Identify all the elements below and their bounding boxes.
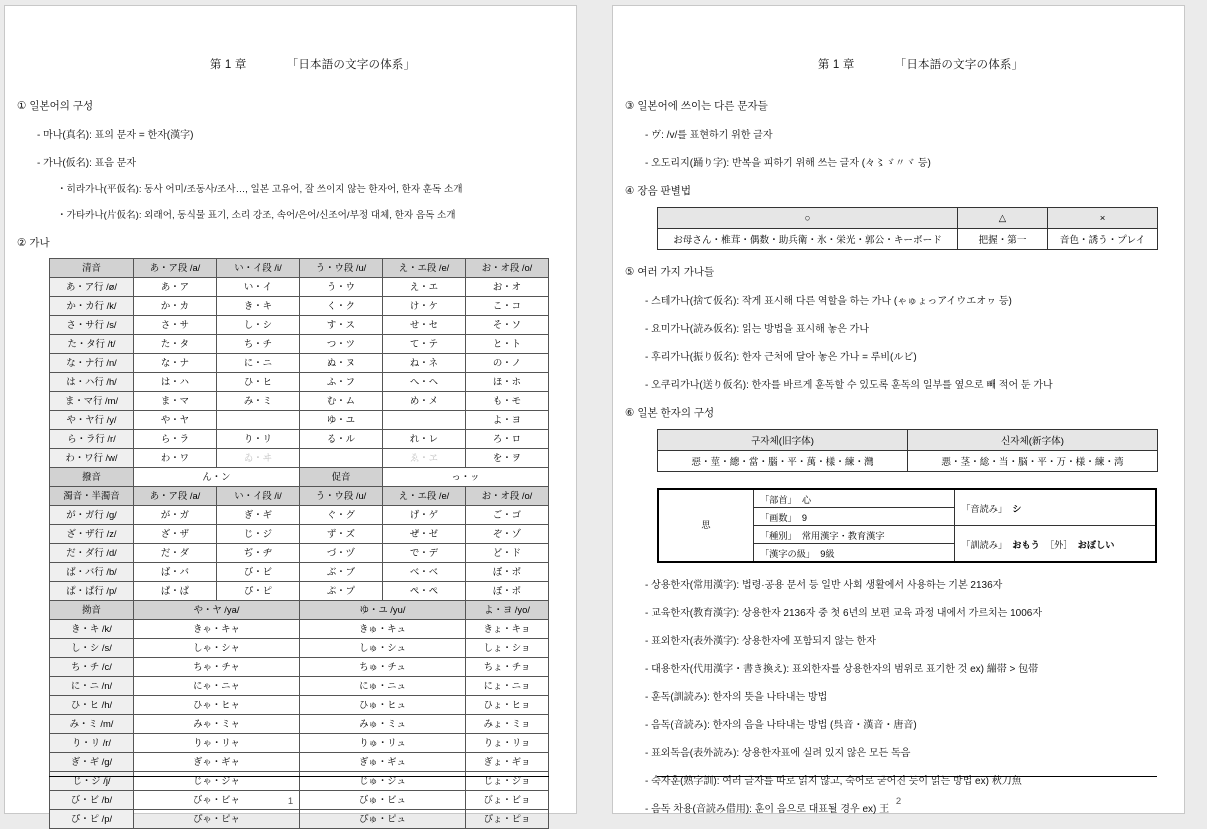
kana-cell: り・リ <box>217 430 300 449</box>
bullet-hiragana: ・히라가나(平仮名): 동사 어미/조동사/조사…, 일본 고유어, 잘 쓰이지 않는 한자어, 한자 훈독 소개 <box>57 184 463 195</box>
page-title <box>49 44 549 84</box>
table-row <box>50 278 549 297</box>
table-row <box>50 772 549 791</box>
section-heading-5: ⑤ 여러 가지 가나들 <box>625 266 715 278</box>
kakusu-value: 9 <box>801 512 807 523</box>
row-label: り・リ /r/ <box>50 734 134 753</box>
kana-cell: ちゅ・チュ <box>300 658 466 677</box>
kana-cell: よ・ヨ <box>466 411 549 430</box>
kana-cell: ひゅ・ヒュ <box>300 696 466 715</box>
kana-cell: ほ・ホ <box>466 373 549 392</box>
kana-cell: し・シ <box>217 316 300 335</box>
kana-cell: わ・ワ <box>134 449 217 468</box>
row-label: は・ハ行 /h/ <box>50 373 134 392</box>
kana-cell: の・ノ <box>466 354 549 373</box>
kana-cell <box>300 449 383 468</box>
row-label: た・タ行 /t/ <box>50 335 134 354</box>
column-header: え・エ段 /e/ <box>383 487 466 506</box>
jitai-column-header-header-row <box>658 430 1158 451</box>
kana-cell: せ・セ <box>383 316 466 335</box>
kanji-bushu-row <box>754 489 955 508</box>
jitai-value: 惡・莖・總・當・腦・平・萬・樣・練・灣 <box>658 451 908 472</box>
hatsuon-value: ん・ン <box>134 468 300 487</box>
row-label: さ・サ行 /s/ <box>50 316 134 335</box>
row-label: や・ヤ行 /y/ <box>50 411 134 430</box>
kana-cell: ひ・ヒ <box>217 373 300 392</box>
kana-cell: りょ・リョ <box>466 734 549 753</box>
row-label: か・カ行 /k/ <box>50 297 134 316</box>
kana-table <box>49 258 549 829</box>
bullet-mana: - 마나(真名): 표의 문자 = 한자(漢字) <box>37 130 194 141</box>
kana-cell: を・ヲ <box>466 449 549 468</box>
kana-cell: にゅ・ニュ <box>300 677 466 696</box>
kana-cell: びゃ・ビャ <box>134 791 300 810</box>
kana-cell: お・オ <box>466 278 549 297</box>
jitai-column-header: 신자체(新字体) <box>908 430 1158 451</box>
youon-column-header: ゆ・ユ /yu/ <box>300 601 466 620</box>
kana-cell: す・ス <box>300 316 383 335</box>
row-label: ば・バ行 /b/ <box>50 563 134 582</box>
chouon-value: 音色・誘う・プレイ <box>1048 229 1158 250</box>
kana-cell: て・テ <box>383 335 466 354</box>
kana-cell: げ・ゲ <box>383 506 466 525</box>
kana-cell: ぺ・ぺ <box>383 582 466 601</box>
kana-cell: え・エ <box>383 278 466 297</box>
kana-cell: ゆ・ユ <box>300 411 383 430</box>
kana-cell: びゅ・ビュ <box>300 791 466 810</box>
table-row <box>50 335 549 354</box>
kunyomi-label: 「訓読み」 <box>961 539 1008 550</box>
table-row <box>50 506 549 525</box>
row-label: な・ナ行 /n/ <box>50 354 134 373</box>
table-row <box>50 810 549 829</box>
youon-column-header: や・ヤ /ya/ <box>134 601 300 620</box>
bullet-vu: - ヴ: /v/를 표현하기 위한 글자 <box>645 130 773 141</box>
kana-cell: にゃ・ニャ <box>134 677 300 696</box>
table-row <box>50 753 549 772</box>
kana-cell: しゅ・シュ <box>300 639 466 658</box>
kana-cell: みょ・ミョ <box>466 715 549 734</box>
document-page-2 <box>612 5 1185 814</box>
kana-cell: ぎゃ・ギャ <box>134 753 300 772</box>
kana-cell: ず・ズ <box>300 525 383 544</box>
kana-cell: ひゃ・ヒャ <box>134 696 300 715</box>
kana-cell: う・ウ <box>300 278 383 297</box>
kana-cell: に・ニ <box>217 354 300 373</box>
kana-cell: こ・コ <box>466 297 549 316</box>
kana-cell: ま・マ <box>134 392 217 411</box>
page-number: 1 <box>287 796 294 807</box>
table-header-corner: 濁音・半濁音 <box>50 487 134 506</box>
kana-cell: つ・ツ <box>300 335 383 354</box>
chouon-column-header: ○ <box>658 208 958 229</box>
column-header: い・イ段 /i/ <box>217 487 300 506</box>
column-header: あ・ア段 /a/ <box>134 487 217 506</box>
kana-cell: へ・ヘ <box>383 373 466 392</box>
kana-cell: ね・ネ <box>383 354 466 373</box>
kanji-kakusu-row <box>754 508 955 526</box>
kana-cell: りゅ・リュ <box>300 734 466 753</box>
chouon-value-value-row <box>658 229 1158 250</box>
kana-cell: ぎ・ギ <box>217 506 300 525</box>
kana-cell: じょ・ジョ <box>466 772 549 791</box>
column-header: う・ウ段 /u/ <box>300 487 383 506</box>
kanji-detail-card <box>657 488 1157 563</box>
kana-cell: ゐ・ヰ <box>217 449 300 468</box>
kana-cell: ろ・ロ <box>466 430 549 449</box>
kana-cell: み・ミ <box>217 392 300 411</box>
kana-cell: きゃ・キャ <box>134 620 300 639</box>
title-chapter-2: 第 1 章 <box>817 59 855 71</box>
row-label: だ・ダ行 /d/ <box>50 544 134 563</box>
kana-cell: ぴ・ピ <box>217 582 300 601</box>
kana-cell: び・ビ <box>217 563 300 582</box>
bullet-sutegana: - 스테가나(捨て仮名): 작게 표시해 다른 역할을 하는 가나 (ゃゅょっアイウエオヮ 등) <box>645 296 1012 307</box>
table-row <box>50 639 549 658</box>
kanji-term-bullet: - 표외독음(表外読み): 상용한자표에 실려 있지 않은 모든 독음 <box>645 748 911 759</box>
dakuon-header-row <box>50 487 549 506</box>
kakusu-label: 「画数」 <box>760 512 797 523</box>
kana-cell: ら・ラ <box>134 430 217 449</box>
seion-header-row <box>50 259 549 278</box>
kana-cell: あ・ア <box>134 278 217 297</box>
table-row <box>50 373 549 392</box>
bushu-value: 心 <box>801 494 812 505</box>
kana-cell: ぜ・ゼ <box>383 525 466 544</box>
row-label: が・ガ行 /g/ <box>50 506 134 525</box>
kana-cell: ふ・フ <box>300 373 383 392</box>
kana-cell: ゑ・ヱ <box>383 449 466 468</box>
kana-cell: か・カ <box>134 297 217 316</box>
youon-corner: 拗音 <box>50 601 134 620</box>
document-page-1 <box>4 5 577 824</box>
kana-cell: ば・バ <box>134 563 217 582</box>
kanji-shubetsu-row <box>754 526 955 544</box>
kana-cell: と・ト <box>466 335 549 354</box>
kana-cell: ぐ・グ <box>300 506 383 525</box>
kana-cell: しゃ・シャ <box>134 639 300 658</box>
table-row <box>50 620 549 639</box>
jitai-column-header: 구자체(旧字体) <box>658 430 908 451</box>
kana-cell: そ・ソ <box>466 316 549 335</box>
kana-cell: ぴょ・ピョ <box>466 810 549 829</box>
section-heading-4: ④ 장음 판별법 <box>625 185 691 197</box>
column-header: え・エ段 /e/ <box>383 259 466 278</box>
kana-cell: きゅ・キュ <box>300 620 466 639</box>
column-header: い・イ段 /i/ <box>217 259 300 278</box>
kanji-term-bullet: - 숙자훈(熟字訓): 여러 글자를 따로 읽지 않고, 숙어로 굳어진 듯이 읽는 방법 ex) 秋刀魚 <box>645 776 1022 787</box>
title-chapter: 第 1 章 <box>209 59 247 71</box>
bushu-label: 「部首」 <box>760 494 797 505</box>
onyomi-value: シ <box>1012 503 1022 514</box>
onyomi-label: 「音読み」 <box>961 503 1008 514</box>
kanji-term-bullet: - 음독 차용(音読み借用): 훈이 음으로 대표될 경우 ex) 王 <box>645 804 890 815</box>
kana-cell: め・メ <box>383 392 466 411</box>
chouon-column-header: △ <box>958 208 1048 229</box>
bullet-furigana: - 후리가나(振り仮名): 한자 근처에 달아 놓은 가나 = 루비(ルビ) <box>645 352 917 363</box>
kana-cell: ぱ・ぱ <box>134 582 217 601</box>
kana-cell: ぶ・ブ <box>300 563 383 582</box>
page-number-2: 2 <box>895 796 902 807</box>
kana-cell: さ・サ <box>134 316 217 335</box>
row-label: ひ・ヒ /h/ <box>50 696 134 715</box>
bullet-odoriji: - 오도리지(踊り字): 반복을 피하기 위해 쓰는 글자 (々〻ゞ〃ヾ 등) <box>645 158 931 169</box>
kunyomi-gai: ［外］ <box>1044 539 1073 550</box>
kana-cell: で・デ <box>383 544 466 563</box>
table-row <box>50 677 549 696</box>
bullet-okurigana: - 오쿠리가나(送り仮名): 한자를 바르게 훈독할 수 있도록 훈독의 일부를 옆으로 빼 적어 둔 가나 <box>645 380 1053 391</box>
row-label: び・ビ /b/ <box>50 791 134 810</box>
bullet-katakana: ・가타카나(片仮名): 외래어, 동식물 표기, 소리 강조, 속어/은어/신조어/부정 대체, 한자 음독 소개 <box>57 210 456 221</box>
row-label: ぱ・ぱ行 /p/ <box>50 582 134 601</box>
table-row <box>50 696 549 715</box>
kana-cell: きょ・キョ <box>466 620 549 639</box>
row-label: ぴ・ピ /p/ <box>50 810 134 829</box>
row-label: き・キ /k/ <box>50 620 134 639</box>
table-row <box>50 658 549 677</box>
kana-cell: にょ・ニョ <box>466 677 549 696</box>
kanji-term-bullet: - 표외한자(表外漢字): 상용한자에 포함되지 않는 한자 <box>645 636 876 647</box>
kanji-term-bullet: - 교육한자(教育漢字): 상용한자 2136자 중 첫 6년의 보편 교육 과정 내에서 가르치는 1006자 <box>645 608 1042 619</box>
kana-cell: ひょ・ヒョ <box>466 696 549 715</box>
page-title-2 <box>657 44 1157 84</box>
kana-cell: じ・ジ <box>217 525 300 544</box>
kana-cell: ぷ・プ <box>300 582 383 601</box>
jitai-table <box>657 429 1158 472</box>
row-label: ま・マ行 /m/ <box>50 392 134 411</box>
kanji-term-bullet: - 음독(音読み): 한자의 음을 나타내는 방법 (呉音・漢音・唐音) <box>645 720 917 731</box>
kana-cell <box>383 411 466 430</box>
column-header: お・オ段 /o/ <box>466 487 549 506</box>
kanji-term-bullet: - 상용한자(常用漢字): 법령·공용 문서 등 일반 사회 생활에서 사용하는 기본 2136자 <box>645 580 1003 591</box>
kana-cell: る・ル <box>300 430 383 449</box>
kana-cell: ち・チ <box>217 335 300 354</box>
table-row <box>50 430 549 449</box>
row-label: ぎ・ギ /g/ <box>50 753 134 772</box>
kana-cell: みゃ・ミャ <box>134 715 300 734</box>
column-header: お・オ段 /o/ <box>466 259 549 278</box>
kana-cell: れ・レ <box>383 430 466 449</box>
row-label: ち・チ /c/ <box>50 658 134 677</box>
kana-cell: く・ク <box>300 297 383 316</box>
section-heading-2: ② 가나 <box>17 237 50 249</box>
kana-cell: ぎょ・ギョ <box>466 753 549 772</box>
table-row <box>50 354 549 373</box>
table-header-corner: 清音 <box>50 259 134 278</box>
table-row <box>50 582 549 601</box>
section-heading-1: ① 일본어의 구성 <box>17 100 94 112</box>
kana-cell: ぬ・ヌ <box>300 354 383 373</box>
kana-cell: しょ・ショ <box>466 639 549 658</box>
kana-cell: ぢ・ヂ <box>217 544 300 563</box>
chouon-column-header-header-row <box>658 208 1158 229</box>
kanji-term-bullet: - 훈독(訓読み): 한자의 뜻을 나타내는 방법 <box>645 692 828 703</box>
youon-column-header: よ・ヨ /yo/ <box>466 601 549 620</box>
kana-cell: た・タ <box>134 335 217 354</box>
kana-cell: ちょ・チョ <box>466 658 549 677</box>
hatsuon-label: 撥音 <box>50 468 134 487</box>
kana-cell: だ・ダ <box>134 544 217 563</box>
row-label: じ・ジ /j/ <box>50 772 134 791</box>
row-label: み・ミ /m/ <box>50 715 134 734</box>
kana-cell: ご・ゴ <box>466 506 549 525</box>
kana-cell: ぽ・ポ <box>466 582 549 601</box>
table-row <box>50 316 549 335</box>
kana-cell: ぎゅ・ギュ <box>300 753 466 772</box>
table-row <box>50 715 549 734</box>
kana-cell: む・ム <box>300 392 383 411</box>
table-row <box>50 563 549 582</box>
column-header: う・ウ段 /u/ <box>300 259 383 278</box>
chouon-column-header: × <box>1048 208 1158 229</box>
kanji-glyph: 思 <box>658 489 754 562</box>
row-label: わ・ワ行 /w/ <box>50 449 134 468</box>
sokuon-label: 促音 <box>300 468 383 487</box>
kana-cell: びょ・ビョ <box>466 791 549 810</box>
kana-cell: りゃ・リャ <box>134 734 300 753</box>
kana-cell: みゅ・ミュ <box>300 715 466 734</box>
footer-rule-2 <box>657 776 1157 777</box>
kunyomi-value-2: おぼしい <box>1077 539 1115 550</box>
kana-cell: け・ケ <box>383 297 466 316</box>
table-row <box>50 544 549 563</box>
kyuu-label: 「漢字の級」 <box>760 548 816 559</box>
kunyomi-value-1: おもう <box>1012 539 1040 550</box>
youon-header-row <box>50 601 549 620</box>
shubetsu-label: 「種別」 <box>760 530 797 541</box>
table-row <box>50 411 549 430</box>
table-row <box>50 392 549 411</box>
kana-cell: ちゃ・チャ <box>134 658 300 677</box>
column-header: あ・ア段 /a/ <box>134 259 217 278</box>
chouon-table <box>657 207 1158 250</box>
row-label: ら・ラ行 /r/ <box>50 430 134 449</box>
kana-cell: な・ナ <box>134 354 217 373</box>
jitai-value: 悪・茎・総・当・脳・平・万・様・練・湾 <box>908 451 1158 472</box>
section-heading-3: ③ 일본어에 쓰이는 다른 문자들 <box>625 100 768 112</box>
section-heading-6: ⑥ 일본 한자의 구성 <box>625 407 715 419</box>
kanji-kunyomi-row <box>955 526 1156 563</box>
kana-cell: ぴゃ・ピャ <box>134 810 300 829</box>
kana-cell: づ・ヅ <box>300 544 383 563</box>
bullet-yomigana: - 요미가나(読み仮名): 읽는 방법을 표시해 놓은 가나 <box>645 324 869 335</box>
shubetsu-value: 常用漢字・教育漢字 <box>801 530 885 541</box>
title-name-2: 「日本語の文字の体系」 <box>894 59 1024 71</box>
chouon-value: お母さん・椎茸・偶数・助兵衛・氷・栄光・郭公・キーボード <box>658 229 958 250</box>
row-label: あ・ア行 /ø/ <box>50 278 134 297</box>
table-row <box>50 525 549 544</box>
kana-cell: ぞ・ゾ <box>466 525 549 544</box>
kana-cell: は・ハ <box>134 373 217 392</box>
kana-cell: ぴゅ・ピュ <box>300 810 466 829</box>
nasal-sokuon-row <box>50 468 549 487</box>
kanji-onyomi-row <box>955 489 1156 526</box>
kana-cell <box>217 411 300 430</box>
kana-cell: ぼ・ボ <box>466 563 549 582</box>
row-label: し・シ /s/ <box>50 639 134 658</box>
kana-cell: も・モ <box>466 392 549 411</box>
sokuon-value: っ・ッ <box>383 468 549 487</box>
row-label: に・ニ /n/ <box>50 677 134 696</box>
kana-cell: や・ヤ <box>134 411 217 430</box>
kyuu-value: 9級 <box>820 548 835 559</box>
kanji-kyuu-row <box>754 544 955 563</box>
chouon-value: 把握・第一 <box>958 229 1048 250</box>
kana-cell: い・イ <box>217 278 300 297</box>
bullet-kana: - 가나(仮名): 표음 문자 <box>37 158 137 169</box>
jitai-value-value-row <box>658 451 1158 472</box>
kana-cell: べ・ベ <box>383 563 466 582</box>
table-row <box>50 734 549 753</box>
table-row <box>50 297 549 316</box>
kana-cell: じゅ・ジュ <box>300 772 466 791</box>
kana-cell: ざ・ザ <box>134 525 217 544</box>
kana-cell: ど・ド <box>466 544 549 563</box>
kana-cell: が・ガ <box>134 506 217 525</box>
row-label: ざ・ザ行 /z/ <box>50 525 134 544</box>
footer-rule <box>49 776 549 777</box>
kanji-term-bullet: - 대용한자(代用漢字・書き換え): 표외한자를 상용한자의 범위로 표기한 것 ex) 繃帯 > 包帯 <box>645 664 1039 675</box>
kana-cell: じゃ・ジャ <box>134 772 300 791</box>
kana-cell: き・キ <box>217 297 300 316</box>
title-name: 「日本語の文字の体系」 <box>286 59 416 71</box>
table-row <box>50 449 549 468</box>
